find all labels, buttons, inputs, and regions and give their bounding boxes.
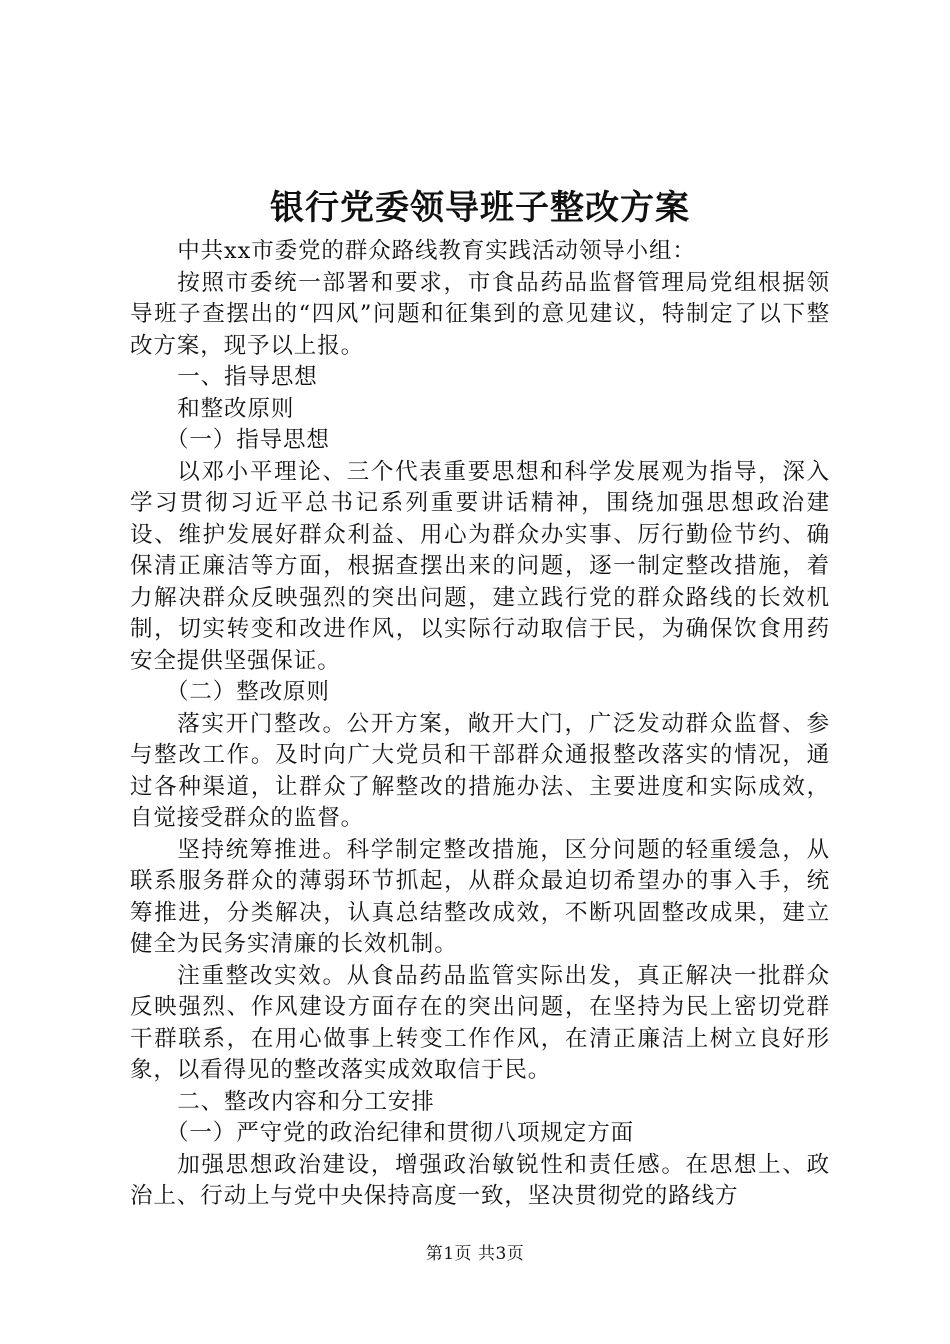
- document-title: 银行党委领导班子整改方案: [270, 188, 690, 228]
- principle-coordinated-progress: 坚持统筹推进。科学制定整改措施，区分问题的轻重缓急，从联系服务群众的薄弱环节抓起，从群众最迫切希望办的事入手，统筹推进，分类解决，认真总结整改成效，不断巩固整改成果，建立健全为民务实清廉的长效机制。: [130, 836, 830, 957]
- sub-heading-discipline: （一）严守党的政治纪律和贯彻八项规定方面: [166, 1120, 635, 1146]
- page-number-footer: 第1页 共3页: [425, 1244, 525, 1264]
- document-body: [130, 236, 830, 1213]
- intro-paragraph: 按照市委统一部署和要求，市食品药品监督管理局党组根据领导班子查摆出的“四风”问题和征集到的意见建议，特制定了以下整改方案，现予以上报。: [130, 269, 830, 359]
- salutation: 中共xx市委党的群众路线教育实践活动领导小组：: [177, 238, 696, 264]
- sub-heading-principles: （二）整改原则: [166, 679, 330, 705]
- section-heading-1: 一、指导思想: [177, 364, 318, 390]
- document-page: [130, 0, 830, 1344]
- sub-heading-guiding-thought: （一）指导思想: [166, 427, 330, 453]
- section-heading-1-continued: 和整改原则: [177, 395, 295, 422]
- principle-open-rectification: 落实开门整改。公开方案，敞开大门，广泛发动群众监督、参与整改工作。及时向广大党员和干部群众通报整改落实的情况，通过各种渠道，让群众了解整改的措施办法、主要进度和实际成效，自觉接受群众的监督。: [130, 710, 830, 831]
- discipline-paragraph: 加强思想政治建设，增强政治敏锐性和责任感。在思想上、政治上、行动上与党中央保持高度一致，坚决贯彻党的路线方: [130, 1151, 830, 1209]
- section-heading-2: 二、整改内容和分工安排: [177, 1088, 435, 1115]
- guiding-thought-paragraph: 以邓小平理论、三个代表重要思想和科学发展观为指导，深入学习贯彻习近平总书记系列重要讲话精神，围绕加强思想政治建设、维护发展好群众利益、用心为群众办实事、厉行勤俭节约、确保清正廉洁等方面，根据查摆出来的问题，逐一制定整改措施，着力解决群众反映强烈的突出问题，建立践行党的群众路线的长效机制，切实转变和改进作风，以实际行动取信于民，为确保饮食用药安全提供坚强保证。: [130, 458, 830, 674]
- principle-practical-results: 注重整改实效。从食品药品监管实际出发，真正解决一批群众反映强烈、作风建设方面存在的突出问题，在坚持为民上密切党群干群联系，在用心做事上转变工作作风，在清正廉洁上树立良好形象，以看得见的整改落实成效取信于民。: [130, 962, 830, 1083]
